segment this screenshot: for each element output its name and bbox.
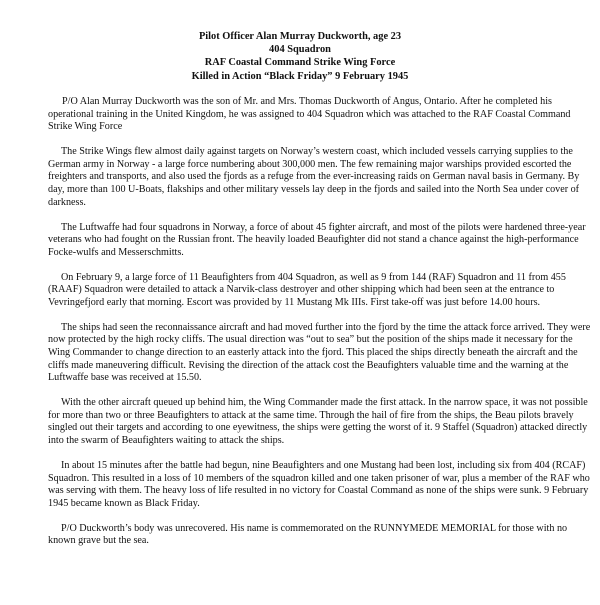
paragraph-ships: The ships had seen the reconnaissance aircraft and had moved further into the fjord by the time the attack force arrived. They were now protected by the high rocky cliffs. The usual direction was “out to sea” but the position of the ships made it necessary for the Wing Commander to change direction to an easterly attack into the fjord. This placed the ships directly beneath the aircraft and the cliffs made maneuvering difficult. Revising the direction of the attack cost the Beaufighters valuable time and the warning at the Luftwaffe base was received at 15.50. <box>48 321 591 384</box>
paragraph-memorial: P/O Duckworth’s body was unrecovered. His name is commemorated on the RUNNYMEDE MEMORIAL for those with no known grave but the sea. <box>48 522 568 547</box>
header-squadron-line: 404 Squadron <box>269 44 331 56</box>
paragraph-losses: In about 15 minutes after the battle had begun, nine Beaufighters and one Mustang had been lost, including six from 404 (RCAF) Squadron. This resulted in a loss of 10 members of the squadron killed and one taken prisoner of war, plus a member of the RAF who was serving with them. The heavy loss of life resulted in no victory for Coastal Command as none of the ships were sunk. 9 February 1945 became known as Black Friday. <box>48 460 590 509</box>
document-body <box>48 96 593 560</box>
header-name-line: Pilot Officer Alan Murray Duckworth, age 23 <box>198 31 402 42</box>
document-header <box>0 30 600 83</box>
header-force-line: RAF Coastal Command Strike Wing Force <box>204 57 396 69</box>
paragraph-biography: P/O Alan Murray Duckworth was the son of Mr. and Mrs. Thomas Duckworth of Angus, Ontario. After he completed his operational training in the United Kingdom, he was assigned to 404 Squadron which was attached to the RAF Coastal Command Strike Wing Force <box>48 96 571 133</box>
paragraph-first-attack: With the other aircraft queued up behind him, the Wing Commander made the first attack. In the narrow space, it was not possible for more than two or three Beaufighters to attack at the same time. Through the hail of fire from the ships, the Beau pilots bravely singled out their targets and according to one eyewitness, the ships were getting the worst of it. 9 Staffel (Squadron) attacked directly into the swarm of Beaufighters waiting to attack the ships. <box>48 397 588 447</box>
paragraph-strike-wings: The Strike Wings flew almost daily against targets on Norway’s western coast, which included vessels carrying supplies to the German army in Norway - a large force numbering about 300,000 men. The few remaining major warships provided escorted the freighters and transports, and also used the fjords as a refuge from the ever-increasing raids on German naval basis in Germany. By day, more than 100 U-Boats, flakships and other military vessels lay deep in the fjords and sailed into the North Sea under cover of darkness. <box>48 146 580 208</box>
paragraph-february-9: On February 9, a large force of 11 Beaufighters from 404 Squadron, as well as 9 from 144 (RAF) Squadron and 11 from 455 (RAAF) Squadron were detailed to attack a Narvik-class destroyer and other shipping which had been seen at the entrance to Vevringefjord early that morning. Escort was provided by 11 Mustang Mk IIIs. First take-off was just before 14.00 hours. <box>48 271 566 308</box>
paragraph-luftwaffe: The Luftwaffe had four squadrons in Norway, a force of about 45 fighter aircraft, and most of the pilots were hardened three-year veterans who had fought on the Russian front. The heavily loaded Beaufighter did not stand a chance against the high-performance Focke-wulfs and Messerschmitts. <box>48 221 586 258</box>
header-killed-line: Killed in Action “Black Friday” 9 February 1945 <box>191 70 409 82</box>
